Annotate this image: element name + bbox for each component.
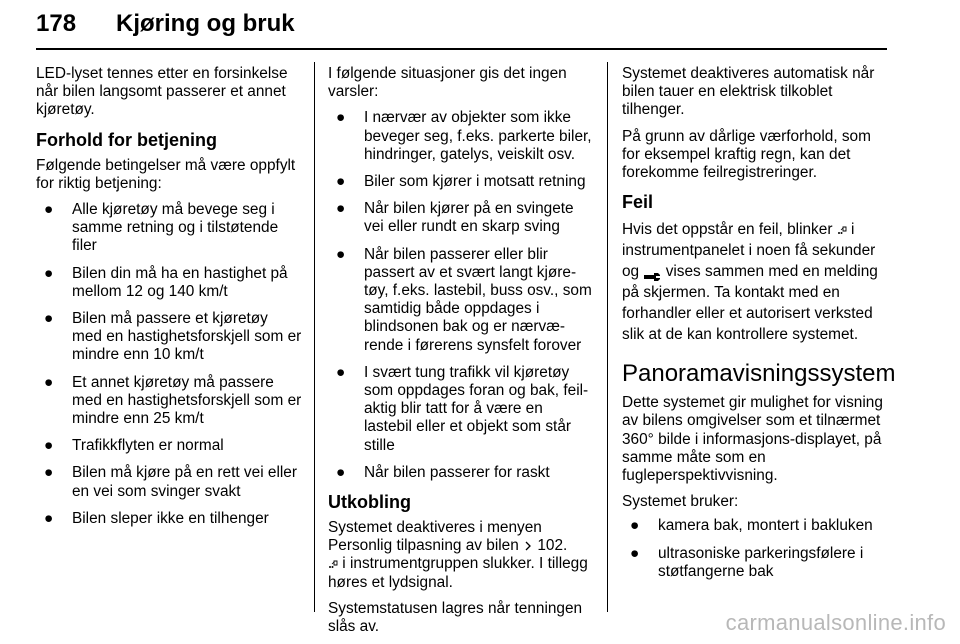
list-item-text: Når bilen passerer for raskt [364,463,550,481]
bullet-icon: ● [336,363,346,381]
bullet-icon: ● [44,373,54,391]
deactivation-text-a: Systemet deaktiveres i menyen Personlig tilpasning av bilen [328,519,542,555]
list-item [622,545,890,581]
list-item [328,364,594,455]
list-item-text: Bilen sleper ikke en tilhenger [72,509,269,527]
bullet-icon: ● [44,464,54,482]
fault-text-b: i instrumentpanelet i noen få sekunder og [622,221,876,281]
intro-paragraph: LED-lyset tennes etter en forsinkelse når bilen langsomt passerer et annet kjøretøy. [36,65,288,119]
section-heading-panorama: Panoramavisningssystem [622,360,896,388]
page-number: 178 [36,10,77,37]
list-item-text: Bilen må kjøre på en rett vei eller en vei som svinger svakt [72,464,297,500]
weather-paragraph: På grunn av dårlige værforhold, som for eksempel kraftig regn, kan det forekomme feilregistreringer. [622,127,871,182]
list-item [36,374,302,429]
bullet-icon: ● [44,264,54,282]
section-heading-operating-conditions: Forhold for betjening [36,129,217,150]
list-item [328,109,594,164]
fault-text-a: Hvis det oppstår en feil, blinker [622,221,833,239]
section-heading-fault: Feil [622,192,654,213]
section-heading-deactivation: Utkobling [328,492,411,513]
list-item [328,173,594,191]
header-rule [36,48,887,50]
bullet-icon: ● [336,200,346,218]
column-divider-1 [314,62,315,612]
wrench-icon [643,267,661,277]
no-warnings-list [328,109,594,482]
bullet-icon: ● [44,310,54,328]
deactivation-page-ref[interactable]: 102. [537,537,568,555]
conditions-list [36,201,302,528]
column-2 [328,65,594,644]
bullet-icon: ● [336,463,346,481]
list-item [36,201,302,256]
list-item-text: I svært tung trafikk vil kjøretøy som oppdages foran og bak, feil-aktig blir tatt for å være en lastebil eller et objekt som står stille [364,363,589,454]
list-item [328,464,594,482]
deactivation-paragraph [328,519,594,592]
list-item-text: Biler som kjører i motsatt retning [364,173,586,191]
bullet-icon: ● [44,437,54,455]
list-item-text: Når bilen kjører på en svingete vei eller rundt en skarp sving [364,200,574,236]
list-item-text: ultrasoniske parkeringsfølere i støtfangerne bak [658,544,864,580]
deactivation-text-b: i instrumentgruppen slukker. I tillegg høres et lydsignal. [328,555,588,591]
auto-deactivation-paragraph: Systemet deaktiveres automatisk når bilen tauer en elektrisk tilkoblet tilhenger. [622,65,875,119]
list-item-text: Alle kjøretøy må bevege seg i samme retning og i tilstøtende filer [72,201,279,255]
bullet-icon: ● [44,509,54,527]
system-uses-list [622,517,890,581]
page-header-title: Kjøring og bruk [116,10,295,37]
page-reference-arrow-icon [523,541,533,551]
status-saved-paragraph: Systemstatusen lagres når tenningen slås av. [328,599,583,636]
column-1 [36,65,302,537]
list-item [328,246,594,355]
bullet-icon: ● [630,517,640,535]
list-item [36,437,302,455]
list-item [622,517,890,535]
bullet-icon: ● [336,109,346,127]
bullet-icon: ● [336,245,346,263]
list-item-text: Trafikkflyten er normal [72,437,224,455]
no-warnings-lead: I følgende situasjoner gis det ingen varsler: [328,65,567,101]
list-item-text: kamera bak, montert i bakluken [658,517,873,535]
fault-text-c: vises sammen med en melding på skjermen. Ta kontakt med en forhandler eller et autorisert verksted slik at de kan kontrollere systemet. [622,263,878,344]
list-item [36,464,302,500]
column-3 [622,65,896,590]
bullet-icon: ● [336,173,346,191]
list-item-text: Når bilen passerer eller blir passert av et svært langt kjøre-tøy, f.eks. lastebil, buss osv., som samtidig både oppdages i blindsonen bak og er nærvæ-rende i førerens synsfelt forover [364,245,592,354]
list-item [36,310,302,365]
conditions-lead: Følgende betingelser må være oppfylt for riktig betjening: [36,156,296,192]
bullet-icon: ● [44,201,54,219]
bullet-icon: ● [630,544,640,562]
list-item-text: I nærvær av objekter som ikke beveger seg, f.eks. parkerte biler, hindringer, gatelys, veiskilt osv. [364,109,592,163]
fault-paragraph [622,219,890,345]
panorama-paragraph: Dette systemet gir mulighet for visning av bilens omgivelser som et tilnærmet 360° bilde i informasjons-displayet, på samme måte som en fugleperspektivvisning. [622,394,883,485]
side-blind-spot-warning-icon [328,559,338,569]
list-item [36,510,302,528]
column-divider-2 [607,62,608,612]
list-item [328,200,594,236]
system-uses-lead: Systemet bruker: [622,493,739,511]
list-item-text: Bilen må passere et kjøretøy med en hastighetsforskjell som er mindre enn 10 km/t [72,310,302,364]
list-item-text: Bilen din må ha en hastighet på mellom 12 og 140 km/t [72,264,288,300]
watermark: carmanualsonline.info [725,610,946,635]
side-blind-spot-warning-icon [837,225,847,235]
list-item [36,265,302,301]
list-item-text: Et annet kjøretøy må passere med en hastighetsforskjell som er mindre enn 25 km/t [72,373,302,428]
